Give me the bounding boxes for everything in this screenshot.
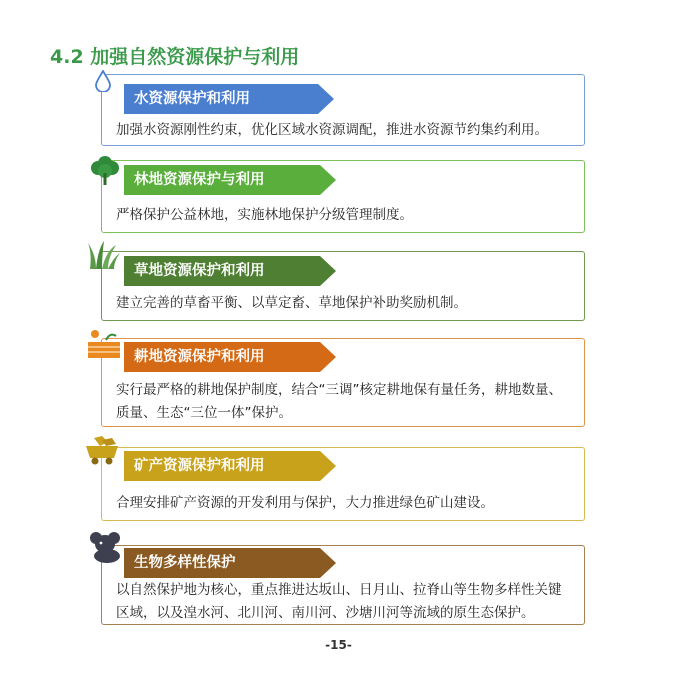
section-heading-water: 水资源保护和利用 [134, 91, 250, 107]
section-heading-biodiversity: 生物多样性保护 [134, 555, 236, 571]
page-title: 4.2 加强自然资源保护与利用 [50, 46, 300, 68]
page-number: -15- [325, 638, 352, 652]
section-heading-farmland: 耕地资源保护和利用 [134, 349, 265, 365]
section-body-forest: 严格保护公益林地，实施林地保护分级管理制度。 [116, 207, 413, 223]
mine-cart-icon [84, 434, 122, 466]
water-drop-icon [95, 70, 111, 92]
section-body-water: 加强水资源刚性约束，优化区域水资源调配，推进水资源节约集约利用。 [116, 122, 548, 138]
section-heading-minerals: 矿产资源保护和利用 [134, 458, 265, 474]
section-heading-grassland: 草地资源保护和利用 [134, 263, 265, 279]
section-body-biodiversity: 以自然保护地为核心，重点推进达坂山、日月山、拉脊山等生物多样性关键区域，以及湟水河、北川河、南川河、沙塘川河等流域的原生态保护。 [116, 582, 562, 621]
farmland-icon [86, 326, 122, 360]
section-heading-forest: 林地资源保护与利用 [134, 172, 265, 188]
section-body-grassland: 建立完善的草畜平衡、以草定畜、草地保护补助奖励机制。 [116, 295, 467, 311]
koala-icon [88, 530, 124, 564]
tree-icon [88, 153, 122, 187]
section-body-minerals: 合理安排矿产资源的开发利用与保护，大力推进绿色矿山建设。 [116, 495, 494, 511]
section-body-farmland: 实行最严格的耕地保护制度，结合“三调”核定耕地保有量任务，耕地数量、质量、生态“三位一体”保护。 [116, 382, 562, 421]
grass-icon [86, 239, 122, 271]
